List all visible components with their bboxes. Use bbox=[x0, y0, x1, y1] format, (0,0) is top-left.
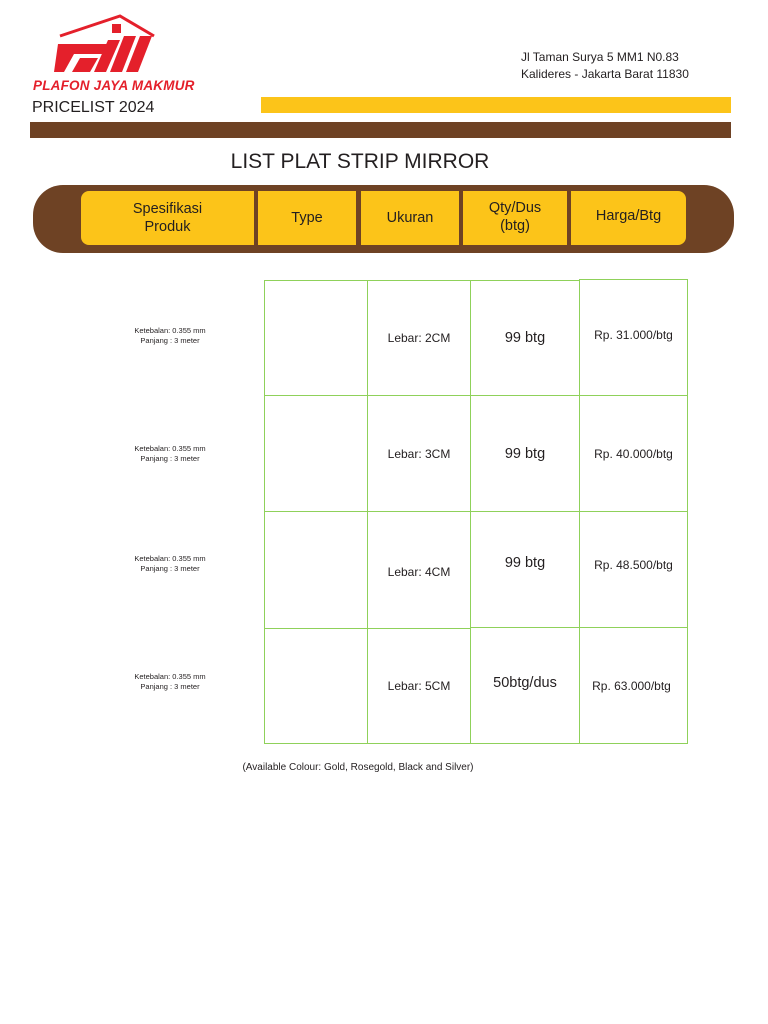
company-logo bbox=[50, 14, 160, 76]
header-spec-line2: Produk bbox=[144, 219, 191, 235]
cell-type bbox=[264, 511, 368, 629]
cell-ukuran: Lebar: 4CM bbox=[367, 511, 471, 629]
cell-type bbox=[264, 628, 368, 744]
yellow-divider bbox=[261, 97, 731, 113]
spec-thickness: Ketebalan: 0.355 mm bbox=[134, 444, 206, 453]
table-row-spec bbox=[110, 672, 230, 692]
spec-length: Panjang : 3 meter bbox=[140, 454, 200, 463]
cell-qty: 99 btg bbox=[470, 395, 580, 512]
cell-ukuran: Lebar: 3CM bbox=[367, 395, 471, 512]
spec-thickness: Ketebalan: 0.355 mm bbox=[134, 554, 206, 563]
header-spesifikasi bbox=[81, 191, 254, 245]
header-harga: Harga/Btg bbox=[571, 191, 686, 245]
spec-length: Panjang : 3 meter bbox=[140, 564, 200, 573]
cell-ukuran: Lebar: 5CM bbox=[367, 628, 471, 744]
table-row-spec bbox=[110, 554, 230, 574]
spec-thickness: Ketebalan: 0.355 mm bbox=[134, 326, 206, 335]
cell-ukuran: Lebar: 2CM bbox=[367, 280, 471, 396]
pricelist-label: PRICELIST 2024 bbox=[32, 99, 155, 116]
address-line-2: Kalideres - Jakarta Barat 11830 bbox=[521, 67, 689, 81]
cell-qty: 50btg/dus bbox=[470, 627, 580, 744]
cell-harga: Rp. 31.000/btg bbox=[579, 279, 688, 396]
table-row-spec bbox=[110, 444, 230, 464]
table-row-spec bbox=[110, 326, 230, 346]
cell-type bbox=[264, 280, 368, 396]
brown-divider bbox=[30, 122, 731, 138]
cell-harga: Rp. 40.000/btg bbox=[579, 395, 688, 512]
header-qty bbox=[463, 191, 567, 245]
header-spec-line1: Spesifikasi bbox=[132, 201, 203, 217]
brand-name: PLAFON JAYA MAKMUR bbox=[33, 78, 195, 93]
address-line-1: Jl Taman Surya 5 MM1 N0.83 bbox=[521, 50, 679, 64]
cell-type bbox=[264, 395, 368, 512]
header-type: Type bbox=[258, 191, 356, 245]
page-title: LIST PLAT STRIP MIRROR bbox=[230, 150, 490, 173]
header-qty-line1: Qty/Dus bbox=[488, 200, 542, 216]
header-qty-line2: (btg) bbox=[500, 218, 530, 234]
cell-harga: Rp. 48.500/btg bbox=[579, 511, 688, 628]
header-ukuran: Ukuran bbox=[361, 191, 459, 245]
cell-qty: 99 btg bbox=[470, 280, 580, 396]
colour-note: (Available Colour: Gold, Rosegold, Black and Silver) bbox=[242, 762, 474, 773]
cell-qty: 99 btg bbox=[470, 511, 580, 628]
cell-harga: Rp. 63.000/btg bbox=[579, 627, 688, 744]
spec-length: Panjang : 3 meter bbox=[140, 336, 200, 345]
spec-length: Panjang : 3 meter bbox=[140, 682, 200, 691]
spec-thickness: Ketebalan: 0.355 mm bbox=[134, 672, 206, 681]
